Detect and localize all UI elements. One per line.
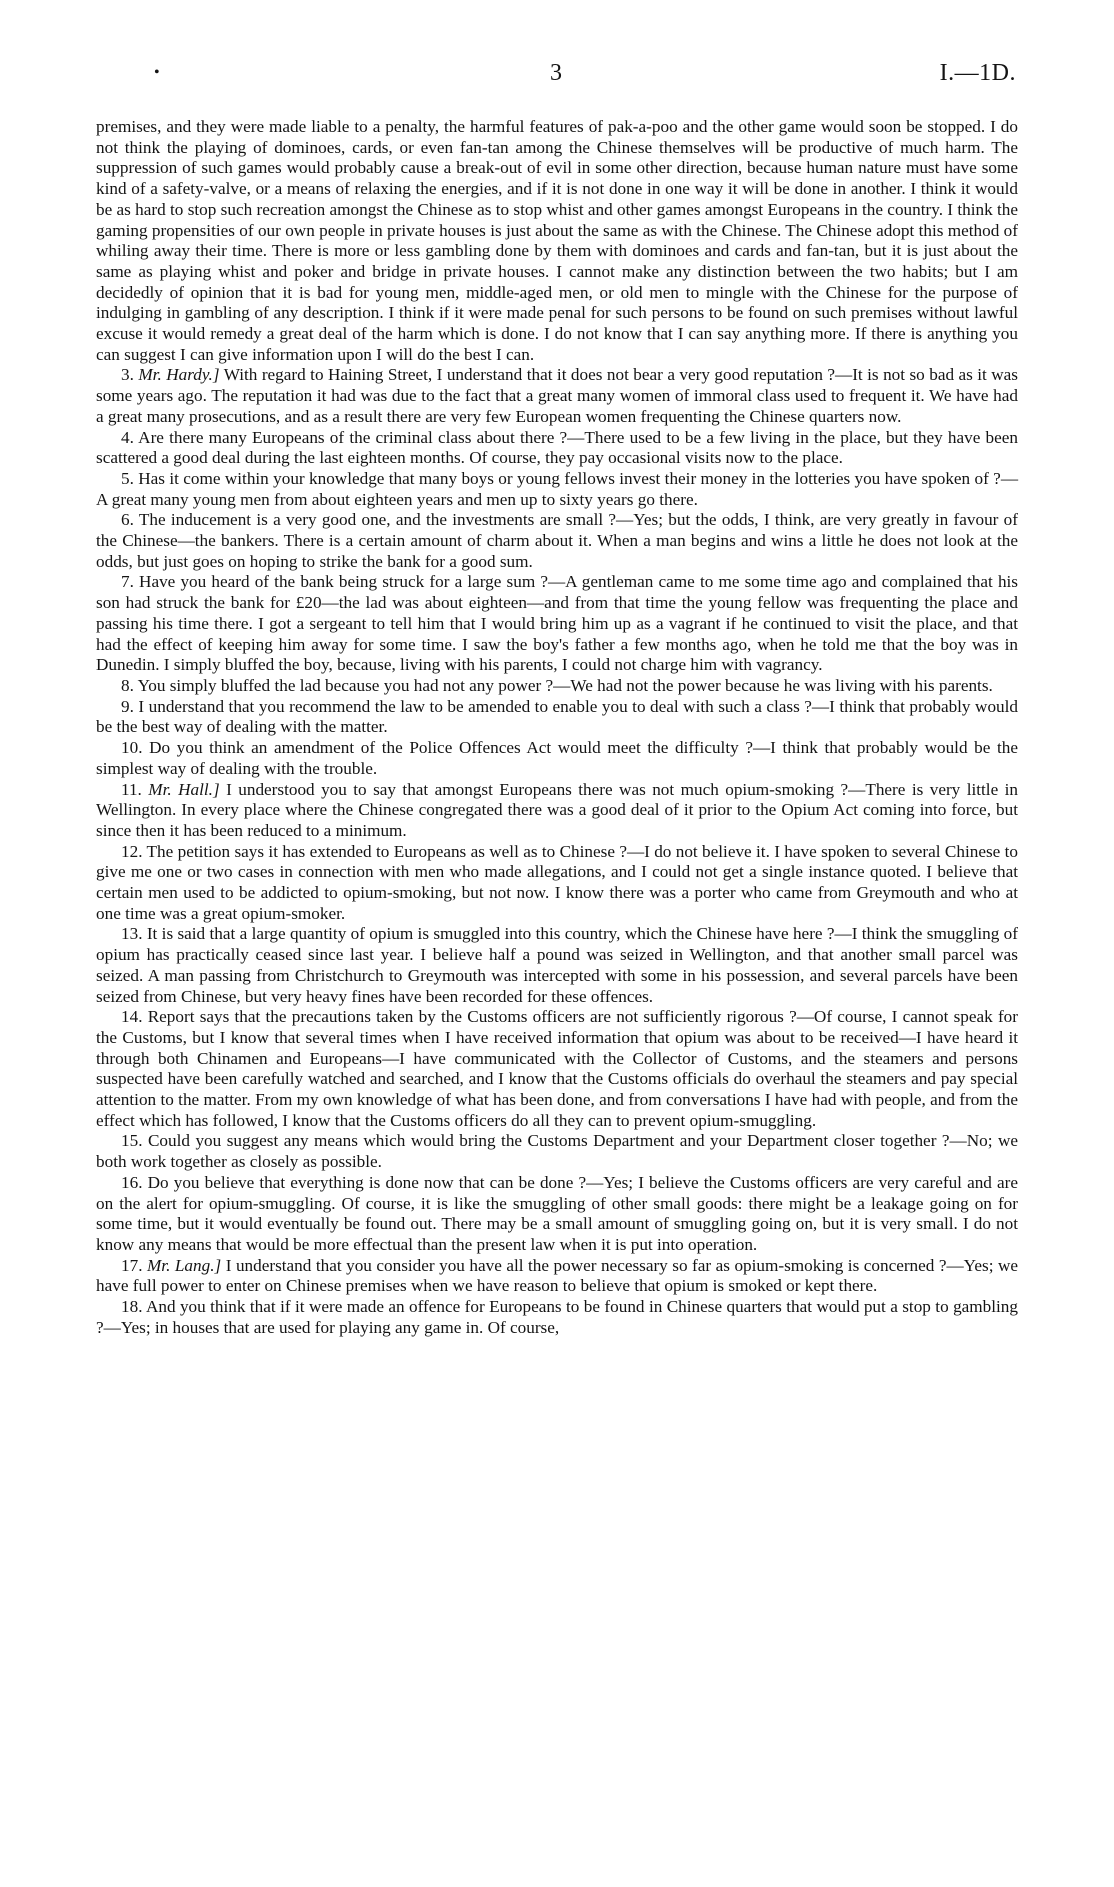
paragraph-text: It is said that a large quantity of opium is smuggled into this country, which the Chinese have here ?—I think the smuggling of opium has practically ceased since last year. I believe half a pound was seized in Wellington, and that another small parcel was seized. A man passing from Christchurch to Greymouth was intercepted with some in his possession, and several parcels have been seized from Chinese, but very heavy fines have been recorded for these offences. — [96, 924, 1019, 1006]
question-number: 9. — [121, 696, 134, 716]
question-number: 6. — [121, 510, 134, 530]
paragraph-text: And you think that if it were made an offence for Europeans to be found in Chinese quarters that would put a stop to gambling ?—Yes; in houses that are used for playing any game in. Of course, — [96, 1297, 1018, 1337]
paragraph-text: You simply bluffed the lad because you had not any power ?—We had not the power because he was living with his parents. — [137, 675, 993, 695]
question-number: 4. — [121, 427, 134, 447]
paragraph — [96, 1256, 1018, 1297]
speaker-name: Mr. Hardy.] — [138, 365, 220, 385]
paragraph — [96, 365, 1018, 427]
paragraph-text: I understood you to say that amongst Europeans there was not much opium-smoking ?—There is very little in Wellington. In every place where the Chinese congregated there was a good deal of it prior to the Opium Act coming into force, but since then it has been reduced to a minimum. — [96, 779, 1019, 840]
paragraph-text: Are there many Europeans of the criminal class about there ?—There used to be a few living in the place, but they have been scattered a good deal during the last eighteen months. Of course, they pay occasional visits now to the place. — [96, 427, 1018, 468]
paragraph — [96, 738, 1018, 779]
paragraph-text: The inducement is a very good one, and the investments are small ?—Yes; but the odds, I think, are very greatly in favour of the Chinese—the bankers. There is a certain amount of charm about it. When a man begins and wins a little he does not look at the odds, but just goes on hoping to strike the bank for a good sum. — [96, 510, 1018, 571]
paragraph-text: The petition says it has extended to Europeans as well as to Chinese ?—I do not believe it. I have spoken to several Chinese to give me one or two cases in connection with men who made allegations, and I could not get a single instance quoted. I believe that certain men used to be addicted to opium-smoking, but not now. I know there was a porter who came from Greymouth and who at one time was a great opium-smoker. — [96, 841, 1018, 923]
question-number: 18. — [121, 1297, 143, 1317]
speaker-name: Mr. Hall.] — [148, 779, 220, 799]
paragraph-text: I understand that you consider you have all the power necessary so far as opium-smoking is concerned ?—Yes; we have full power to enter on Chinese premises when we have reason to believe that opium is smoked or kept there. — [96, 1255, 1019, 1296]
paragraph-text: Do you think an amendment of the Police Offences Act would meet the difficulty ?—I think that probably would be the simplest way of dealing with the trouble. — [96, 738, 1019, 778]
question-number: 15. — [121, 1131, 143, 1151]
question-number: 13. — [121, 924, 143, 944]
question-number: 14. — [121, 1007, 143, 1027]
question-number: 11. — [121, 779, 142, 799]
paragraph — [96, 924, 1018, 1007]
paragraph-text: Report says that the precautions taken by the Customs officers are not sufficiently rigorous ?—Of course, I cannot speak for the Customs, but I know that several times when I have received information that opium was about to be received—I have heard it through both Chinamen and Europeans—I have communicated with the Collector of Customs, and the steamers and persons suspected have been carefully watched and searched, and I know that the Customs officials do overhaul the steamers and pay special attention to the matter. From my own knowledge of what has been done, and from conversations I have had with people, and from the effect which has followed, I know that the Customs officers do all they can to prevent opium-smuggling. — [96, 1007, 1018, 1130]
paragraph-text: With regard to Haining Street, I understand that it does not bear a very good reputation ?—It is not so bad as it was some years ago. The reputation it had was due to the fact that a great many women of immoral class used to frequent it. We have had a great many prosecutions, and as a result there are very few European women frequenting the Chinese quarters now. — [96, 365, 1019, 426]
paragraph — [96, 572, 1018, 676]
body-text — [96, 117, 1018, 1338]
question-number: 17. — [121, 1255, 143, 1275]
page-header — [96, 60, 1016, 94]
paragraph-text: Have you heard of the bank being struck for a large sum ?—A gentleman came to me some time ago and complained that his son had struck the bank for £20—the lad was about eighteen—and from that time the young fellow was frequenting the place and passing his time there. I got a sergeant to tell him that I would bring him up as a vagrant if he continued to visit the place, and that had the effect of keeping him away for some time. I saw the boy's father a few months ago, when he told me that the boy was in Dunedin. I simply bluffed the boy, because, living with his parents, I could not charge him with vagrancy. — [96, 572, 1018, 675]
document-reference: I.—1D. — [939, 60, 1016, 86]
paragraph — [96, 510, 1018, 572]
paragraph — [96, 428, 1018, 469]
question-number: 8. — [121, 675, 134, 695]
paragraph — [96, 842, 1018, 925]
margin-mark: • — [154, 64, 160, 81]
paragraph — [96, 117, 1018, 365]
paragraph-text: I understand that you recommend the law to be amended to enable you to deal with such a class ?—I think that probably would be the best way of dealing with the matter. — [96, 696, 1019, 737]
speaker-name: Mr. Lang.] — [146, 1255, 222, 1275]
paragraph — [96, 1007, 1018, 1131]
paragraph — [96, 780, 1018, 842]
paragraph — [96, 697, 1018, 738]
paragraph — [96, 1173, 1018, 1256]
paragraph-text: Do you believe that everything is done now that can be done ?—Yes; I believe the Customs officers are very careful and are on the alert for opium-smuggling. Of course, it is like the smuggling of other small goods: there might be a leakage going on for some time, but it would eventually be found out. There may be a small amount of smuggling going on, but it is very small. I do not know any means that would be more effectual than the present law when it is put into operation. — [96, 1172, 1018, 1254]
paragraph-text: premises, and they were made liable to a penalty, the harmful features of pak-a-poo and the other game would soon be stopped. I do not think the playing of dominoes, cards, or even fan-tan among the Chinese themselves will be productive of much harm. The suppression of such games would probably cause a break-out of evil in some other direction, because human nature must have some kind of a safety-valve, or a means of relaxing the energies, and if it is not done in one way it will be done in another. I think it would be as hard to stop such recreation amongst the Chinese as to stop whist and other games amongst Europeans in the country. I think the gaming propensities of our own people in private houses is just about the same as with the Chinese. The Chinese adopt this method of whiling away their time. There is more or less gambling done by them with dominoes and cards and fan-tan, but it is just about the same as playing whist and poker and bridge in private houses. I cannot make any distinction between the two habits; but I am decidedly of opinion that it is bad for young men, middle-aged men, or old men to mingle with the Chinese for the purpose of indulging in gambling of any description. I think if it were made penal for such persons to be found on such premises without lawful excuse it would remedy a great deal of the harm which is done. I do not know that I can say anything more. If there is anything you can suggest I can give information upon I will do the best I can. — [96, 117, 1018, 364]
paragraph-text: Could you suggest any means which would bring the Customs Department and your Department closer together ?—No; we both work together as closely as possible. — [96, 1131, 1018, 1172]
question-number: 5. — [121, 468, 134, 488]
paragraph — [96, 1131, 1018, 1172]
page-number: 3 — [550, 60, 562, 86]
paragraph — [96, 1297, 1018, 1338]
question-number: 3. — [121, 365, 134, 385]
question-number: 10. — [121, 738, 143, 758]
paragraph — [96, 469, 1018, 510]
question-number: 16. — [121, 1172, 143, 1192]
question-number: 7. — [121, 572, 134, 592]
question-number: 12. — [121, 841, 143, 861]
paragraph — [96, 676, 1018, 697]
paragraph-text: Has it come within your knowledge that many boys or young fellows invest their money in the lotteries you have spoken of ?—A great many young men from about eighteen years and men up to sixty years go there. — [96, 468, 1019, 509]
